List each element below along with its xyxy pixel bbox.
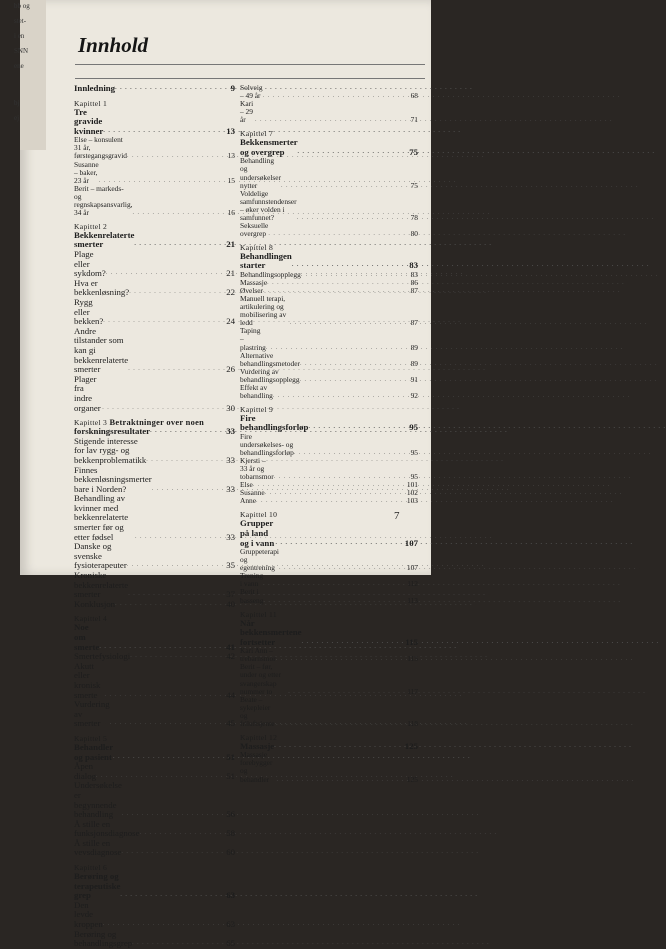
dot-leader xyxy=(263,92,406,100)
toc-entry[interactable] xyxy=(240,457,418,481)
facing-page-fragment: SNN xyxy=(14,47,29,55)
facing-page-fragment: bb og xyxy=(14,2,30,10)
toc-entry-page: 86 xyxy=(410,278,418,288)
toc-entry[interactable] xyxy=(240,548,418,572)
toc-entry-title: Berøring og behandlingsgrep xyxy=(74,928,133,949)
dot-leader xyxy=(288,688,405,696)
toc-entry-page: 102 xyxy=(406,488,418,498)
toc-entry-title: Susanne xyxy=(240,488,265,498)
dot-leader xyxy=(128,365,223,375)
toc-entry-title: Plage eller sykdom? xyxy=(74,249,106,279)
toc-entry-page: 35 xyxy=(226,560,235,571)
chapter-label: Kapittel 3 Betraktninger over noen xyxy=(74,418,205,428)
toc-entry[interactable] xyxy=(240,619,418,648)
toc-entry[interactable] xyxy=(74,466,235,495)
toc-entry-page: 87 xyxy=(410,286,418,296)
chapter-label: Kapittel 7 xyxy=(240,129,274,139)
toc-entry[interactable] xyxy=(240,222,418,238)
toc-entry-title: Else – konsulent 31 år, førstegangsgravid xyxy=(74,135,127,161)
toc-entry-page: 80 xyxy=(410,228,418,238)
toc-entry-title: Når bekkensmertene fortsetter xyxy=(240,617,302,647)
toc-entry-page: 56 xyxy=(226,809,235,820)
toc-entry-title: Seksuelle overgrep xyxy=(240,220,269,238)
dot-leader xyxy=(277,776,405,784)
dot-leader xyxy=(115,84,223,94)
facing-page-fragment: i en xyxy=(14,32,25,40)
toc-entry-title: Behandling av kvinner med bekkenrelaterte smerter før og etter fødsel xyxy=(74,493,129,542)
toc-entry[interactable] xyxy=(240,489,418,497)
toc-entry[interactable] xyxy=(74,762,235,781)
toc-entry-title: Solveig – 49 år xyxy=(240,83,263,101)
facing-page-fragment: stet- xyxy=(14,17,27,25)
chapter-label: Kapittel 12 xyxy=(240,732,278,742)
toc-entry-title: Åpen dialog xyxy=(74,761,96,781)
toc-entry-title: Grupper på land og i vann xyxy=(240,518,275,548)
dot-leader xyxy=(255,116,406,124)
dot-leader xyxy=(273,392,406,400)
toc-entry[interactable] xyxy=(74,662,235,700)
dot-leader xyxy=(146,456,223,466)
toc-entry-title: Alternative behandlingsmetoder xyxy=(240,350,300,368)
dot-leader xyxy=(298,148,407,158)
toc-entry-title: Hva er bekkenløsning? xyxy=(74,277,130,298)
toc-entry-title: Kari – 29 år xyxy=(240,99,254,125)
toc-entry-page: 45 xyxy=(226,718,235,729)
toc-entry-page: 13 xyxy=(227,151,235,161)
toc-entry-title: Berit – markeds- og regnskapsansvarlig, 34 år xyxy=(74,183,133,217)
dot-leader xyxy=(281,182,406,190)
toc-entry-page: 83 xyxy=(409,260,418,271)
toc-entry[interactable] xyxy=(74,279,235,298)
dot-leader xyxy=(122,810,223,820)
toc-entry-page: 107 xyxy=(404,537,418,548)
toc-entry-title: Kroniske bekkenrelaterte smerter xyxy=(74,570,129,600)
toc-entry-page: 9 xyxy=(230,83,235,93)
toc-entry-title: Å stille en funksjonsdiagnose xyxy=(74,818,140,839)
toc-entry[interactable] xyxy=(240,497,418,505)
toc-entry-title: Beate – sykepleier og friluftsjente xyxy=(240,694,275,728)
toc-entry-page: 95 xyxy=(410,472,418,482)
dot-leader xyxy=(121,848,223,858)
toc-entry[interactable] xyxy=(240,647,418,663)
dot-leader xyxy=(290,319,406,327)
toc-entry[interactable] xyxy=(240,190,418,222)
dot-leader xyxy=(152,485,223,495)
toc-entry-page: 115 xyxy=(407,654,418,664)
toc-entry-page: 42 xyxy=(226,651,235,662)
dot-leader xyxy=(128,590,223,600)
toc-entry-title: Susanne – baker, 23 år xyxy=(74,159,99,185)
toc-entry[interactable] xyxy=(240,663,418,695)
toc-entry-page: 125 xyxy=(406,774,418,784)
toc-entry-page: 112 xyxy=(407,579,418,589)
toc-entry-page: 15 xyxy=(227,175,235,185)
toc-entry[interactable] xyxy=(240,433,418,457)
dot-leader xyxy=(130,652,223,662)
facing-page-fragment: ej xyxy=(14,114,20,122)
title-rule-bottom xyxy=(75,78,425,79)
facing-page-fragment: bj xyxy=(14,99,20,107)
dot-leader xyxy=(276,539,403,549)
chapter-label: Kapittel 10 xyxy=(240,510,278,520)
toc-entry[interactable] xyxy=(240,327,418,351)
dot-leader xyxy=(308,423,406,433)
toc-entry[interactable] xyxy=(240,352,418,368)
toc-entry-page: 65 xyxy=(226,938,235,949)
toc-entry-page: 125 xyxy=(404,740,418,751)
toc-entry-page: 30 xyxy=(226,402,235,413)
toc-entry-page: 33 xyxy=(226,531,235,542)
toc-entry-title: Effekt av behandling xyxy=(240,382,273,400)
toc-entry-title: Berit – før, under og etter svangerskap nummer to xyxy=(240,662,282,696)
toc-left-column xyxy=(74,84,235,949)
toc-entry-title: Manuell terapi, artikulering og mobilisering av ledd xyxy=(240,294,287,328)
toc-entry-page: 83 xyxy=(410,270,418,280)
toc-entry-title: Behandling og undersøkelser nytter xyxy=(240,156,282,190)
toc-entry-title: Vurdering av smerter xyxy=(74,699,110,729)
toc-entry-page: 95 xyxy=(410,448,418,458)
toc-entry-title: Berøring og terapeutiske grep xyxy=(74,871,121,901)
toc-entry-title: Behandlingen starter xyxy=(240,250,292,271)
toc-entry-page: 33 xyxy=(226,426,235,437)
toc-entry-page: 75 xyxy=(409,146,418,157)
dot-leader xyxy=(103,920,223,930)
toc-entry-title: Stigende interesse for lav rygg- og bekkenproblematikk xyxy=(74,435,147,465)
toc-entry-title: Massasje xyxy=(240,740,275,751)
dot-leader xyxy=(105,691,223,701)
chapter-label: Kapittel 4 xyxy=(74,614,108,624)
chapter-label: Kapittel 1 xyxy=(74,98,108,108)
toc-entry[interactable] xyxy=(74,327,235,375)
toc-entry[interactable] xyxy=(74,250,235,279)
dot-leader xyxy=(110,719,223,729)
toc-entry-title: Massasje xyxy=(240,278,268,288)
toc-entry-title: Kjersti – 33 år og tobarnsmor xyxy=(240,456,274,482)
toc-entry-title: Akutt eller kronisk smerte xyxy=(74,660,101,700)
toc-entry-title: Behandler og pasient xyxy=(74,741,113,762)
dot-leader xyxy=(300,360,406,368)
toc-entry-title: Kari Ann – trebarnsmor xyxy=(240,646,276,664)
dot-leader xyxy=(129,288,223,298)
toc-entry-page: 37 xyxy=(226,589,235,600)
chapter-label: Kapittel 2 xyxy=(74,221,108,231)
toc-entry-title: Tre gravide kvinner xyxy=(74,106,104,136)
toc-entry-page: 13 xyxy=(226,125,235,136)
dot-leader xyxy=(127,561,223,571)
toc-entry-title: Bekkenrelaterte smerter xyxy=(74,229,135,250)
toc-entry[interactable] xyxy=(240,252,418,271)
toc-right-column xyxy=(240,84,418,784)
dot-leader xyxy=(266,344,406,352)
toc-entry[interactable] xyxy=(74,571,235,600)
toc-entry-title: Taping – plastring xyxy=(240,326,266,352)
dot-leader xyxy=(150,427,223,437)
toc-entry[interactable] xyxy=(74,185,235,217)
toc-entry-title: Fire undersøkelses- og behandlingsforløp xyxy=(240,432,294,458)
toc-entry[interactable] xyxy=(74,136,235,160)
toc-entry-title: Berit i basseng xyxy=(240,587,264,605)
dot-leader xyxy=(292,261,406,271)
toc-entry-title: Å stille en vevsdiagnose xyxy=(74,837,122,858)
toc-entry[interactable] xyxy=(240,138,418,157)
toc-entry-title: Massasje forebygger og behandler xyxy=(240,750,273,784)
dot-leader xyxy=(127,152,223,160)
toc-entry-page: 87 xyxy=(410,318,418,328)
toc-entry-title: Noe om smerte xyxy=(74,622,100,652)
toc-entry-page: 21 xyxy=(226,268,235,279)
toc-entry-page: 40 xyxy=(226,598,235,609)
toc-entry-title: Voldelige samfunnstendenser – øker volden i samfunnet? xyxy=(240,188,297,222)
toc-entry[interactable] xyxy=(74,108,235,137)
toc-entry[interactable] xyxy=(240,751,418,783)
dot-leader xyxy=(265,489,405,497)
dot-leader xyxy=(103,317,223,327)
toc-entry[interactable] xyxy=(240,84,418,100)
toc-entry-page: 92 xyxy=(410,390,418,400)
toc-entry-page: 118 xyxy=(407,718,418,728)
toc-entry[interactable] xyxy=(240,481,418,489)
toc-entry-page: 95 xyxy=(409,422,418,433)
toc-entry-page: 60 xyxy=(226,847,235,858)
toc-entry-title: Rygg eller bekken? xyxy=(74,297,104,327)
facing-page-fragment: ene xyxy=(14,62,24,70)
toc-entry-page: 89 xyxy=(410,342,418,352)
toc-entry-title: Smertefysiologi xyxy=(74,651,131,662)
toc-entry[interactable] xyxy=(74,600,235,610)
toc-entry[interactable] xyxy=(74,84,235,94)
chapter-label: Kapittel 5 xyxy=(74,733,108,743)
toc-entry-page: 24 xyxy=(226,316,235,327)
toc-entry[interactable] xyxy=(74,781,235,819)
toc-entry-title: Trening i vann xyxy=(240,571,264,589)
dot-leader xyxy=(276,655,405,663)
toc-entry-page: 75 xyxy=(410,180,418,190)
toc-entry-page: 101 xyxy=(406,480,418,490)
facing-page-edge xyxy=(14,0,46,150)
dot-leader xyxy=(274,742,403,752)
toc-entry-title: Bekkensmerter og overgrep xyxy=(240,137,298,157)
book-page xyxy=(14,0,431,949)
toc-entry-page: 21 xyxy=(226,239,235,250)
toc-entry[interactable] xyxy=(240,295,418,327)
toc-entry-page: 41 xyxy=(226,641,235,652)
toc-entry-page: 51 xyxy=(226,770,235,781)
toc-entry-page: 58 xyxy=(226,828,235,839)
toc-entry-title: forskningsresultater xyxy=(74,426,151,437)
dot-leader xyxy=(102,404,223,414)
dot-leader xyxy=(294,449,406,457)
toc-entry-page: 63 xyxy=(226,919,235,930)
toc-entry-page: 103 xyxy=(406,496,418,506)
dot-leader xyxy=(268,230,406,238)
toc-entry[interactable] xyxy=(240,588,418,604)
toc-entry-title: Anne xyxy=(240,496,257,506)
chapter-label: Kapittel 8 xyxy=(240,242,274,252)
toc-entry-page: 115 xyxy=(405,636,418,647)
dot-leader xyxy=(276,720,405,728)
page-title: Innhold xyxy=(78,33,149,57)
toc-entry-title: Danske og svenske fysioterapeuter xyxy=(74,541,127,571)
toc-entry[interactable] xyxy=(240,279,418,287)
toc-entry-page: 63 xyxy=(226,890,235,901)
toc-entry-title: Behandlingsopplegg xyxy=(240,270,301,280)
toc-entry[interactable] xyxy=(74,623,235,652)
dot-leader xyxy=(263,597,405,605)
toc-entry[interactable] xyxy=(74,901,235,930)
toc-entry[interactable] xyxy=(74,820,235,839)
toc-entry-page: 107 xyxy=(406,563,418,573)
toc-entry[interactable] xyxy=(74,930,235,949)
toc-entry-title: Vurdering av behandlingsopplegg xyxy=(240,366,300,384)
toc-entry-page: 68 xyxy=(410,91,418,101)
toc-entry[interactable] xyxy=(74,437,235,466)
toc-entry-title: Innledning xyxy=(74,83,116,93)
chapter-label: Kapittel 6 xyxy=(74,863,108,873)
dot-leader xyxy=(113,753,223,763)
dot-leader xyxy=(139,829,223,839)
toc-entry[interactable] xyxy=(240,157,418,189)
dot-leader xyxy=(132,209,223,217)
dot-leader xyxy=(120,891,223,901)
toc-entry-title: Fire behandlingsforløp xyxy=(240,412,309,433)
title-rule-top xyxy=(75,64,425,65)
toc-entry[interactable] xyxy=(74,161,235,185)
toc-entry-page: 33 xyxy=(226,483,235,494)
toc-entry-title: Øvelser xyxy=(240,286,263,296)
chapter-label: Kapittel 9 xyxy=(240,404,274,414)
toc-entry-page: 51 xyxy=(226,751,235,762)
toc-entry[interactable] xyxy=(240,519,418,548)
toc-entry[interactable] xyxy=(74,542,235,571)
dot-leader xyxy=(134,240,223,250)
toc-entry[interactable] xyxy=(240,100,418,124)
dot-leader xyxy=(274,473,406,481)
toc-entry-page: 78 xyxy=(410,212,418,222)
dot-leader xyxy=(301,271,406,279)
toc-entry[interactable] xyxy=(74,375,235,413)
toc-entry-page: 33 xyxy=(226,454,235,465)
dot-leader xyxy=(267,279,406,287)
toc-entry[interactable] xyxy=(74,494,235,542)
toc-entry-page: 26 xyxy=(226,364,235,375)
toc-entry-page: 113 xyxy=(407,595,418,605)
toc-entry[interactable] xyxy=(240,414,418,433)
toc-entry-title: Finnes bekkenløsningsmerter bare i Norden? xyxy=(74,464,152,494)
toc-entry-page: 117 xyxy=(407,686,418,696)
chapter-label: Kapittel 11 xyxy=(240,609,277,619)
dot-leader xyxy=(253,481,405,489)
dot-leader xyxy=(115,600,223,610)
dot-leader xyxy=(135,533,223,543)
toc-entry-page: 89 xyxy=(410,358,418,368)
toc-entry-page: 22 xyxy=(226,287,235,298)
toc-entry[interactable] xyxy=(74,839,235,858)
dot-leader xyxy=(300,376,406,384)
toc-entry[interactable] xyxy=(74,700,235,729)
toc-entry[interactable] xyxy=(74,872,235,901)
toc-entry-title: Gruppeterapi og egentrening xyxy=(240,547,279,573)
toc-entry[interactable] xyxy=(240,368,418,384)
toc-entry[interactable] xyxy=(74,652,235,662)
toc-entry-page: 71 xyxy=(410,115,418,125)
toc-entry[interactable] xyxy=(240,696,418,728)
toc-entry-title: Undersøkelse er begynnende behandling xyxy=(74,780,122,820)
toc-entry-page: 91 xyxy=(410,374,418,384)
toc-entry-title: Plager fra indre organer xyxy=(74,373,101,413)
toc-entry[interactable] xyxy=(240,384,418,400)
dot-leader xyxy=(302,638,404,648)
page-number: 7 xyxy=(394,510,400,522)
toc-entry-title: Andre tilstander som kan gi bekkenrelaterte smerter xyxy=(74,325,129,375)
toc-entry-page: 16 xyxy=(227,207,235,217)
toc-entry-title: Konklusjon xyxy=(74,598,116,609)
dot-leader xyxy=(263,580,405,588)
toc-entry[interactable] xyxy=(74,298,235,327)
toc-entry-title: Den levde kroppen xyxy=(74,899,103,930)
dot-leader xyxy=(279,564,405,572)
toc-entry[interactable] xyxy=(74,743,235,762)
dot-leader xyxy=(132,939,223,949)
toc-entry[interactable] xyxy=(240,572,418,588)
dot-leader xyxy=(297,214,406,222)
toc-entry-title: Else xyxy=(240,480,253,490)
toc-entry-page: 44 xyxy=(226,689,235,700)
dot-leader xyxy=(106,269,223,279)
dot-leader xyxy=(256,497,405,505)
toc-entry[interactable] xyxy=(74,231,235,250)
